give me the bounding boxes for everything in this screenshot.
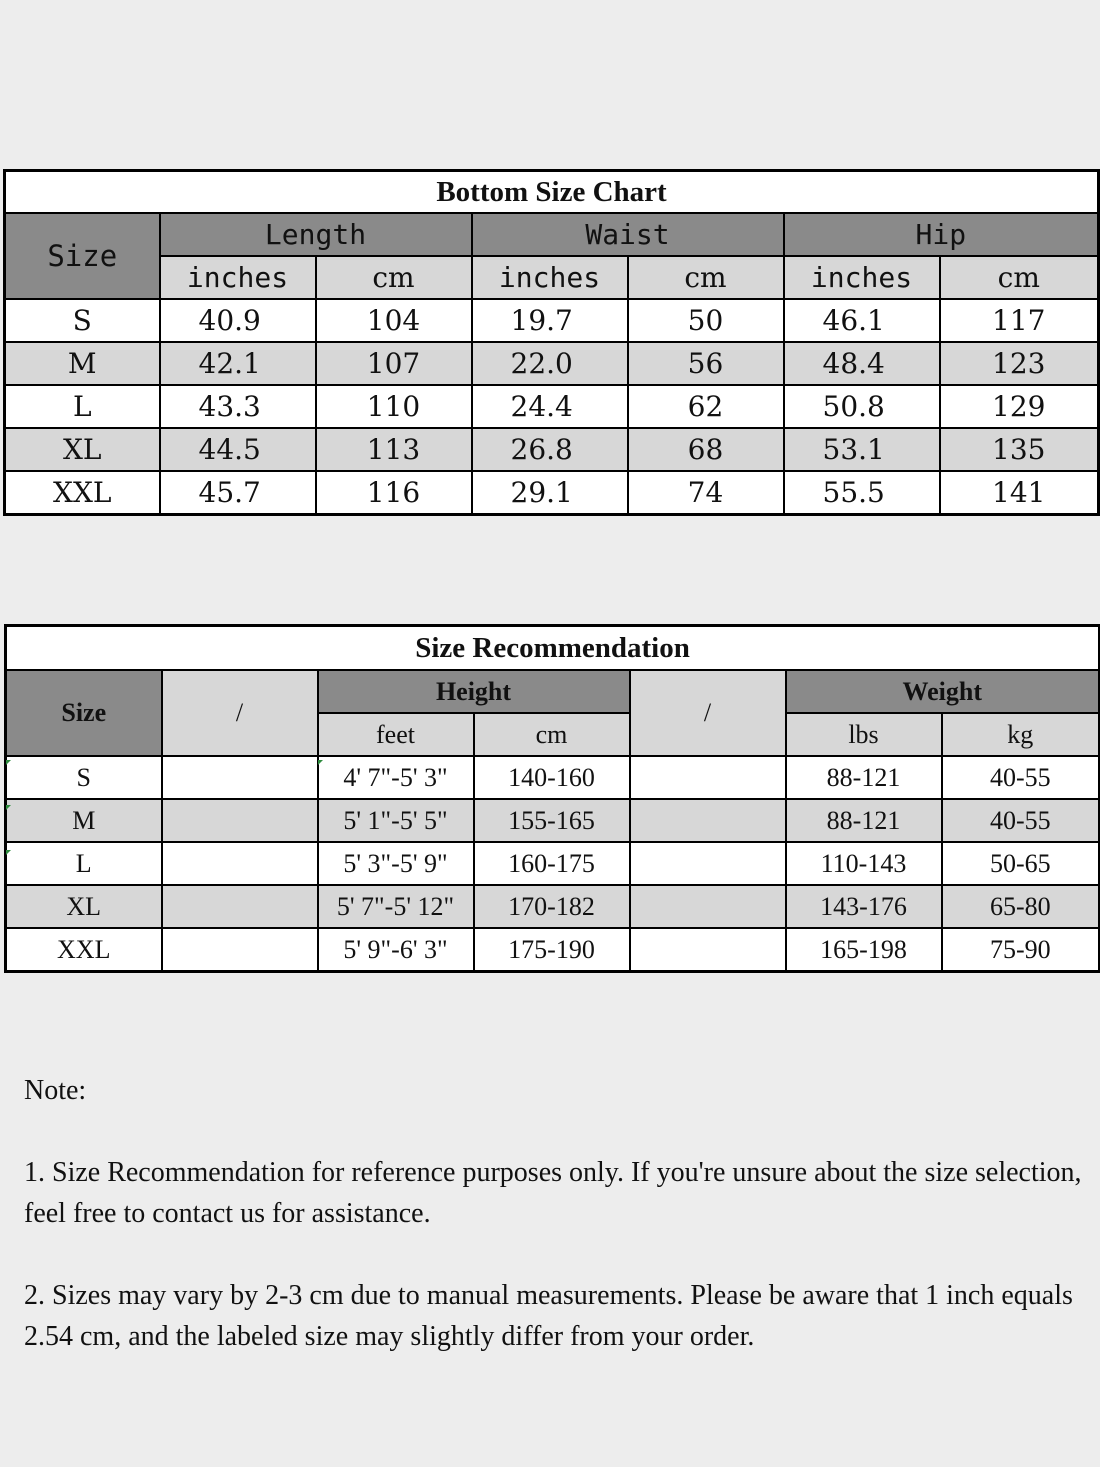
value-cell: 40.9 (160, 299, 316, 342)
hip-header: Hip (784, 213, 1099, 256)
empty-cell (630, 799, 786, 842)
height-header: Height (318, 670, 630, 713)
slash-header: / (630, 670, 786, 756)
value-cell: 29.1 (472, 471, 628, 515)
size-cell: M (5, 342, 160, 385)
value-cell: 116 (316, 471, 472, 515)
table-row (5, 342, 1099, 385)
value-cell: 45.7 (160, 471, 316, 515)
size-cell: XL (6, 885, 162, 928)
feet-cell: 5' 9"-6' 3" (318, 928, 474, 972)
lbs-cell: 143-176 (786, 885, 942, 928)
feet-cell: 5' 3"-5' 9" (318, 842, 474, 885)
kg-cell: 40-55 (942, 799, 1100, 842)
unit-header: cm (940, 256, 1099, 299)
feet-cell: 5' 7"-5' 12" (318, 885, 474, 928)
size-recommendation-table (4, 624, 1100, 973)
value-cell: 50 (628, 299, 784, 342)
notes-title: Note: (24, 1075, 87, 1106)
unit-header: inches (784, 256, 940, 299)
cell-marker-icon (6, 760, 11, 765)
size-cell: XXL (5, 471, 160, 515)
cell-marker-icon (6, 805, 11, 810)
table-row (5, 428, 1099, 471)
table-row (5, 385, 1099, 428)
cell-marker-icon (318, 760, 323, 765)
empty-cell (162, 928, 318, 972)
unit-header: inches (472, 256, 628, 299)
value-cell: 26.8 (472, 428, 628, 471)
lbs-cell: 88-121 (786, 799, 942, 842)
recommendation-title: Size Recommendation (6, 626, 1100, 671)
kg-cell: 65-80 (942, 885, 1100, 928)
length-header: Length (160, 213, 472, 256)
lbs-cell: 110-143 (786, 842, 942, 885)
weight-header: Weight (786, 670, 1100, 713)
empty-cell (162, 885, 318, 928)
table-row (5, 299, 1099, 342)
cm-cell: 160-175 (474, 842, 630, 885)
value-cell: 42.1 (160, 342, 316, 385)
table-row (5, 471, 1099, 515)
value-cell: 44.5 (160, 428, 316, 471)
feet-cell: 4' 7"-5' 3" (318, 756, 474, 799)
size-cell: XXL (6, 928, 162, 972)
size-cell: L (5, 385, 160, 428)
size-header: Size (6, 670, 162, 756)
slash-header: / (162, 670, 318, 756)
size-cell: L (6, 842, 162, 885)
value-cell: 129 (940, 385, 1099, 428)
empty-cell (162, 756, 318, 799)
unit-header: cm (474, 713, 630, 756)
value-cell: 50.8 (784, 385, 940, 428)
note-item: 1. Size Recommendation for reference purposes only. If you're unsure about the size selection, feel free to contact us for assistance. (24, 1157, 1082, 1229)
unit-header: lbs (786, 713, 942, 756)
lbs-cell: 165-198 (786, 928, 942, 972)
lbs-cell: 88-121 (786, 756, 942, 799)
size-cell: XL (5, 428, 160, 471)
feet-cell: 5' 1"-5' 5" (318, 799, 474, 842)
kg-cell: 75-90 (942, 928, 1100, 972)
value-cell: 62 (628, 385, 784, 428)
value-cell: 74 (628, 471, 784, 515)
waist-header: Waist (472, 213, 784, 256)
value-cell: 68 (628, 428, 784, 471)
unit-header: feet (318, 713, 474, 756)
size-header: Size (5, 213, 160, 299)
cm-cell: 140-160 (474, 756, 630, 799)
value-cell: 104 (316, 299, 472, 342)
value-cell: 110 (316, 385, 472, 428)
cm-cell: 175-190 (474, 928, 630, 972)
value-cell: 24.4 (472, 385, 628, 428)
unit-header: cm (628, 256, 784, 299)
empty-cell (162, 842, 318, 885)
value-cell: 117 (940, 299, 1099, 342)
empty-cell (630, 885, 786, 928)
value-cell: 19.7 (472, 299, 628, 342)
size-cell: M (6, 799, 162, 842)
size-cell: S (5, 299, 160, 342)
value-cell: 43.3 (160, 385, 316, 428)
value-cell: 107 (316, 342, 472, 385)
cell-marker-icon (6, 850, 11, 855)
kg-cell: 50-65 (942, 842, 1100, 885)
value-cell: 53.1 (784, 428, 940, 471)
bottom-size-chart (3, 169, 1100, 516)
value-cell: 113 (316, 428, 472, 471)
value-cell: 56 (628, 342, 784, 385)
unit-header: cm (316, 256, 472, 299)
cm-cell: 155-165 (474, 799, 630, 842)
notes-section (24, 1070, 1084, 1398)
table-row (6, 799, 1100, 842)
table-row (6, 885, 1100, 928)
value-cell: 22.0 (472, 342, 628, 385)
bottom-chart-title: Bottom Size Chart (5, 171, 1099, 214)
empty-cell (630, 842, 786, 885)
table-row (6, 928, 1100, 972)
empty-cell (162, 799, 318, 842)
value-cell: 141 (940, 471, 1099, 515)
note-item: 2. Sizes may vary by 2-3 cm due to manual measurements. Please be aware that 1 inch equals 2.54 cm, and the labeled size may slightly differ from your order. (24, 1280, 1073, 1352)
value-cell: 46.1 (784, 299, 940, 342)
cm-cell: 170-182 (474, 885, 630, 928)
table-row (6, 842, 1100, 885)
unit-header: kg (942, 713, 1100, 756)
unit-header: inches (160, 256, 316, 299)
value-cell: 135 (940, 428, 1099, 471)
size-cell: S (6, 756, 162, 799)
value-cell: 55.5 (784, 471, 940, 515)
value-cell: 123 (940, 342, 1099, 385)
empty-cell (630, 928, 786, 972)
value-cell: 48.4 (784, 342, 940, 385)
kg-cell: 40-55 (942, 756, 1100, 799)
table-row (6, 756, 1100, 799)
empty-cell (630, 756, 786, 799)
